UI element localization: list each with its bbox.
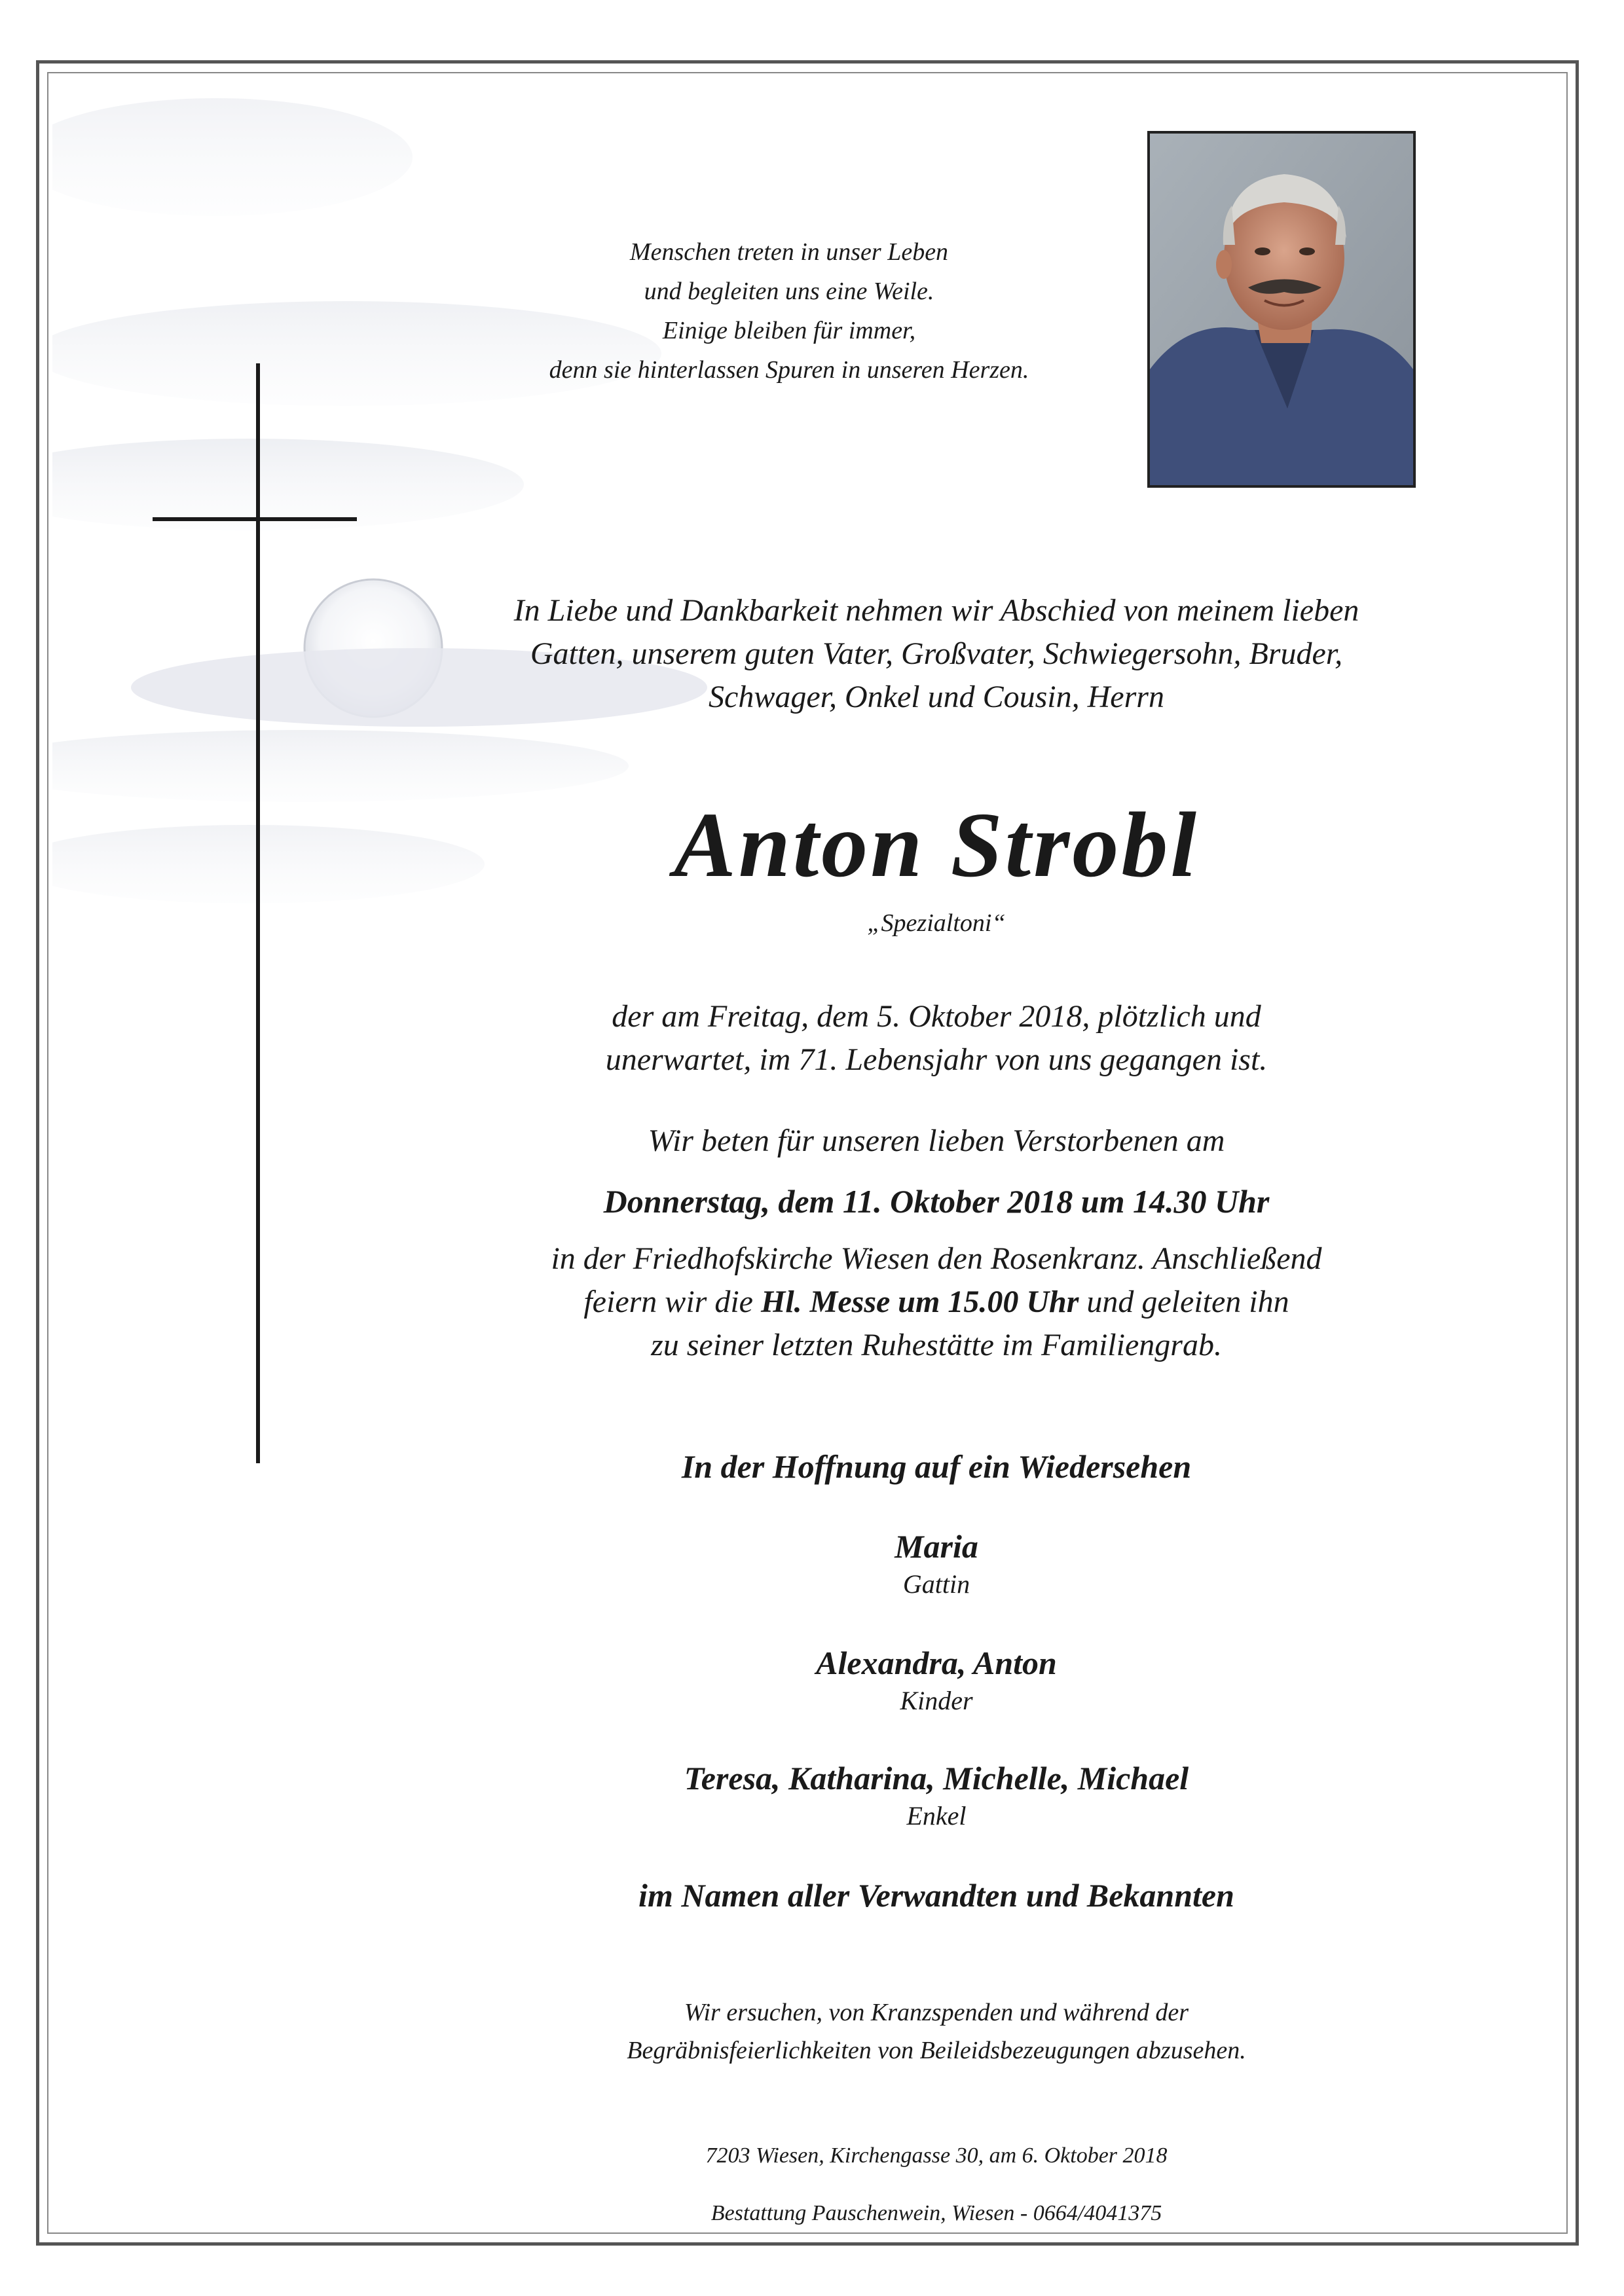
mourner-name: Alexandra, Anton (816, 1645, 1057, 1681)
poem (367, 232, 1211, 390)
intro-line: Schwager, Onkel und Cousin, Herrn (709, 680, 1164, 714)
ceremony-line: zu seiner letzten Ruhestätte im Familiengrab. (651, 1328, 1222, 1362)
mass-time: Hl. Messe um 15.00 Uhr (760, 1285, 1079, 1319)
cross-vertical-bar (256, 363, 260, 1463)
ceremony-text: feiern wir die (583, 1285, 761, 1319)
deceased-nickname: „Spezialtoni“ (867, 909, 1006, 937)
death-info-line: unerwartet, im 71. Lebensjahr von uns gegangen ist. (605, 1042, 1268, 1077)
cross-horizontal-bar (153, 517, 357, 521)
ceremony-text: und geleiten ihn (1079, 1285, 1289, 1319)
farewell-intro (432, 589, 1441, 719)
ceremony-line: in der Friedhofskirche Wiesen den Rosenkranz. Anschließend (551, 1241, 1322, 1276)
poem-line: Einige bleiben für immer, (662, 317, 916, 344)
mourner-name: Maria (895, 1528, 978, 1565)
deceased-name: Anton Strobl (674, 793, 1199, 896)
mourner-role: Kinder (900, 1686, 973, 1715)
undertaker-info: Bestattung Pauschenwein, Wiesen - 0664/4041375 (710, 2201, 1162, 2225)
prayer-date: Donnerstag, dem 11. Oktober 2018 um 14.30 Uhr (603, 1183, 1270, 1220)
mourner-role: Gattin (902, 1569, 970, 1599)
mourner-group (432, 1642, 1441, 1718)
prayer-intro: Wir beten für unseren lieben Verstorbenen am (648, 1123, 1225, 1158)
poem-line: denn sie hinterlassen Spuren in unseren Herzen. (549, 356, 1029, 384)
mourner-name: Teresa, Katharina, Michelle, Michael (684, 1760, 1189, 1796)
request-line: Begräbnisfeierlichkeiten von Beileidsbezeugungen abzusehen. (627, 2037, 1246, 2064)
intro-line: In Liebe und Dankbarkeit nehmen wir Abschied von meinem lieben (513, 593, 1359, 628)
death-info-line: der am Freitag, dem 5. Oktober 2018, plötzlich und (612, 999, 1261, 1034)
condolence-request (432, 1994, 1441, 2069)
address-date: 7203 Wiesen, Kirchengasse 30, am 6. Oktober 2018 (705, 2143, 1168, 2168)
closing-line: im Namen aller Verwandten und Bekannten (638, 1877, 1234, 1914)
ceremony-details (432, 1237, 1441, 1367)
poem-line: Menschen treten in unser Leben (629, 238, 949, 266)
mourner-role: Enkel (906, 1801, 967, 1831)
mourner-group (432, 1525, 1441, 1601)
hope-line: In der Hoffnung auf ein Wiedersehen (681, 1448, 1192, 1485)
mourner-group (432, 1757, 1441, 1833)
intro-line: Gatten, unserem guten Vater, Großvater, Schwiegersohn, Bruder, (530, 636, 1343, 671)
poem-line: und begleiten uns eine Weile. (644, 278, 934, 305)
death-info (432, 995, 1441, 1082)
ceremony-line (432, 1281, 1441, 1324)
request-line: Wir ersuchen, von Kranzspenden und während der (684, 1999, 1189, 2026)
